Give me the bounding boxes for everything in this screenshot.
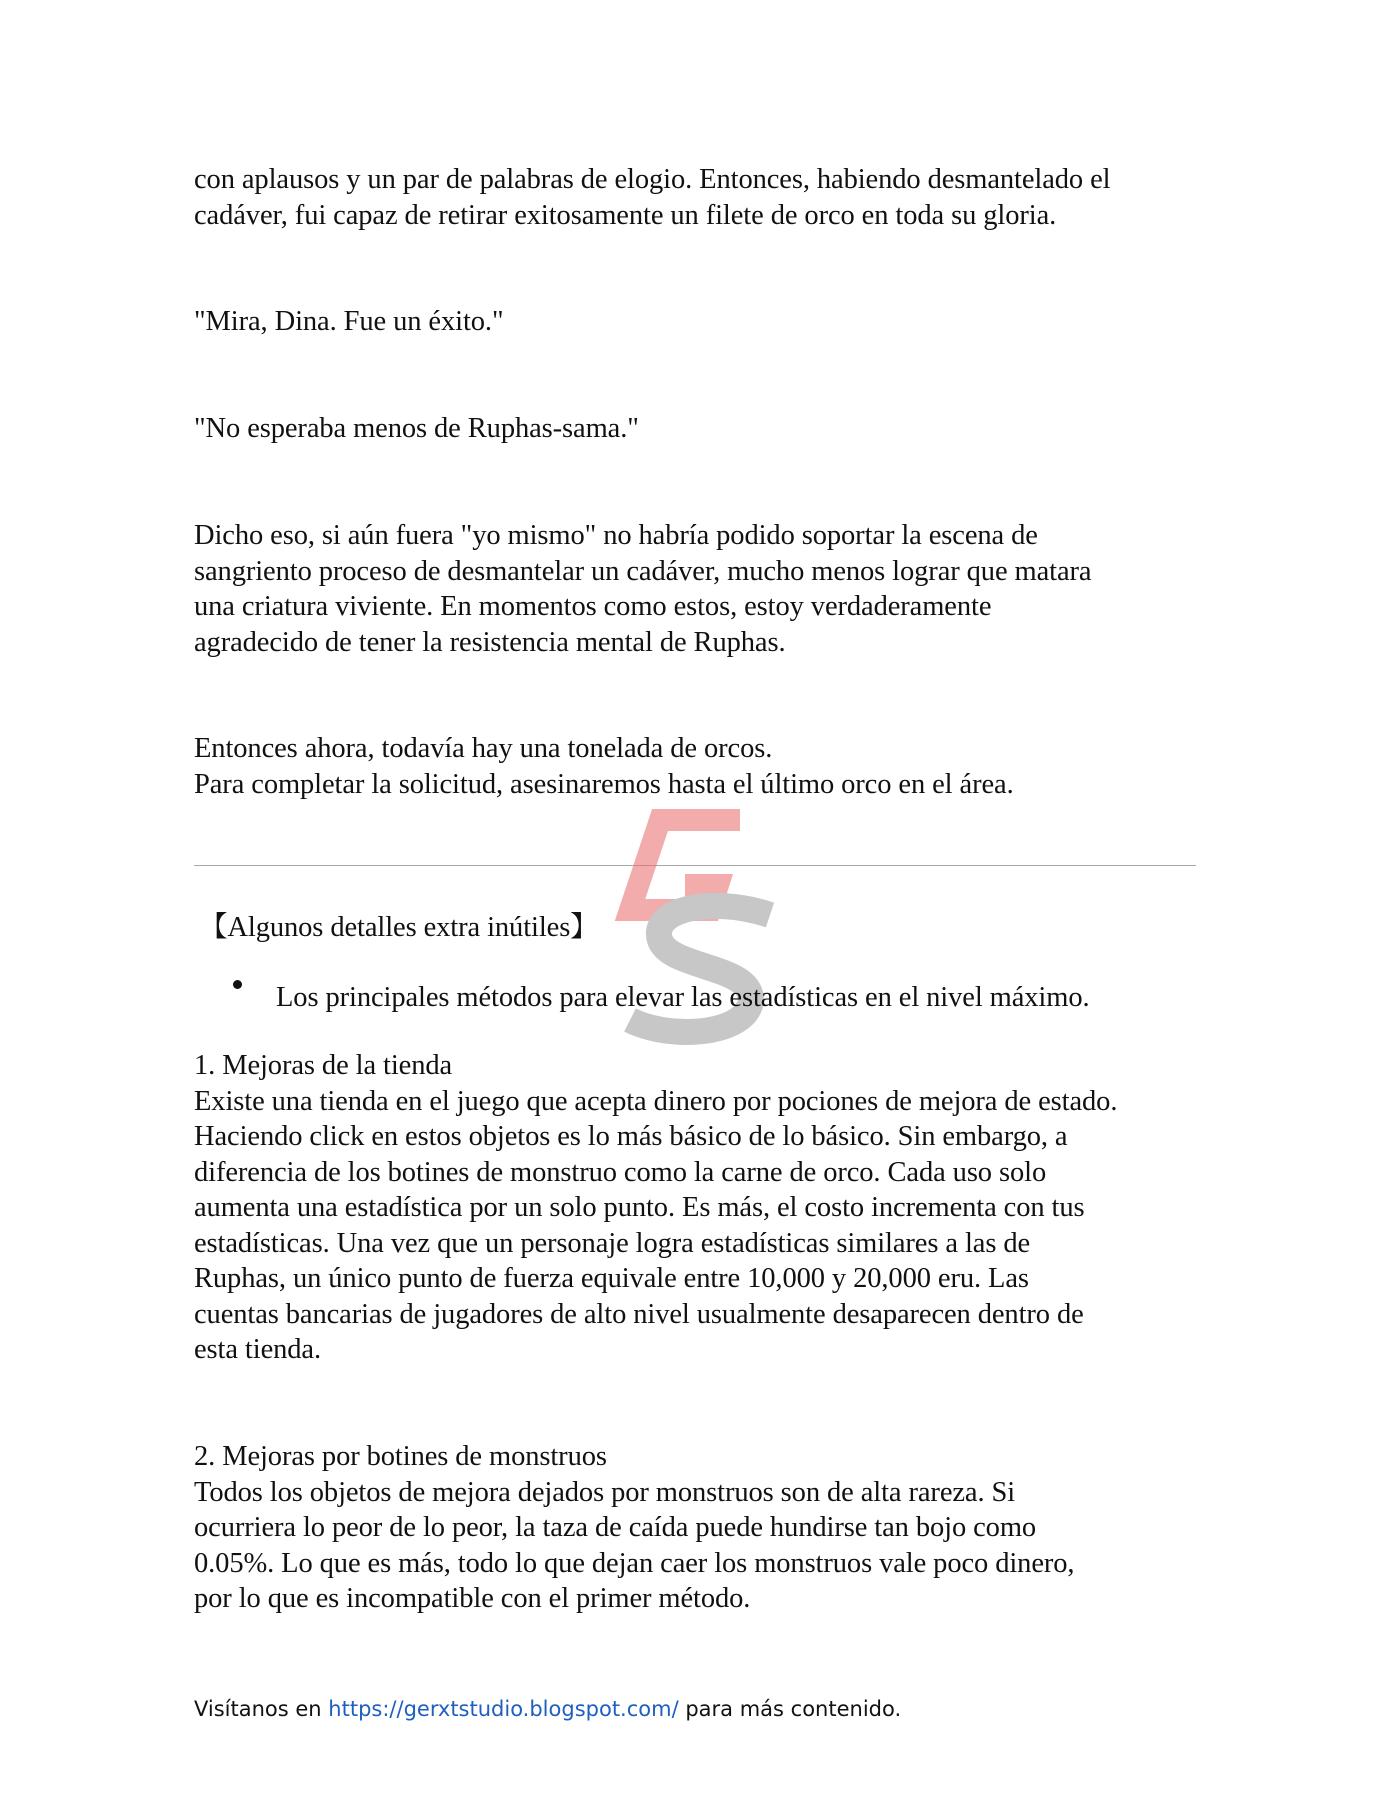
section-heading: 【Algunos detalles extra inútiles】 (199, 912, 599, 943)
text-line: estadísticas. Una vez que un personaje logra estadísticas similares a las de (194, 1227, 1031, 1259)
text-line: cuentas bancarias de jugadores de alto nivel usualmente desaparecen dentro de (194, 1298, 1084, 1330)
section-title: 1. Mejoras de la tienda (194, 1050, 453, 1081)
footer-link[interactable]: https://gerxtstudio.blogspot.com/ (328, 1697, 679, 1721)
footer-suffix: para más contenido. (678, 1697, 902, 1721)
section-title: 2. Mejoras por botines de monstruos (194, 1441, 607, 1472)
text-line: Dicho eso, si aún fuera "yo mismo" no habría podido soportar la escena de (194, 520, 1038, 551)
text-line: "No esperaba menos de Ruphas-sama." (194, 413, 639, 444)
text-line: "Mira, Dina. Fue un éxito." (194, 306, 504, 337)
text-line: agradecido de tener la resistencia mental de Ruphas. (194, 626, 786, 658)
extra-section-2 (194, 1439, 1214, 1617)
paragraph-1 (194, 162, 1214, 233)
paragraph-4 (194, 518, 1214, 660)
bullet-dot-icon (233, 980, 242, 989)
text-line: por lo que es incompatible con el primer método. (194, 1583, 751, 1614)
text-line: aumenta una estadística por un solo punto. Es más, el costo incrementa con tus (194, 1192, 1085, 1223)
text-line: sangriento proceso de desmantelar un cadáver, mucho menos lograr que matara (194, 555, 1092, 587)
text-line: 0.05%. Lo que es más, todo lo que dejan caer los monstruos vale poco dinero, (194, 1547, 1075, 1579)
footer (194, 1695, 901, 1723)
text-line: Ruphas, un único punto de fuerza equivale entre 10,000 y 20,000 eru. Las (194, 1263, 1029, 1294)
text-line: ocurriera lo peor de lo peor, la taza de caída puede hundirse tan bojo como (194, 1512, 1037, 1543)
bullet-text: Los principales métodos para elevar las estadísticas en el nivel máximo. (276, 982, 1090, 1013)
text-line: una criatura viviente. En momentos como estos, estoy verdaderamente (194, 591, 992, 622)
paragraph-3 (194, 411, 1214, 447)
extra-heading (199, 910, 1219, 946)
text-line: esta tienda. (194, 1334, 321, 1365)
text-line: cadáver, fui capaz de retirar exitosamente un filete de orco en toda su gloria. (194, 199, 1057, 231)
text-line: diferencia de los botines de monstruo como la carne de orco. Cada uso solo (194, 1156, 1047, 1188)
text-line: con aplausos y un par de palabras de elogio. Entonces, habiendo desmantelado el (194, 164, 1111, 195)
text-line: Entonces ahora, todavía hay una tonelada de orcos. (194, 733, 773, 764)
text-line: Existe una tienda en el juego que acepta dinero por pociones de mejora de estado. (194, 1085, 1118, 1117)
bullet-item (276, 980, 1296, 1016)
text-line: Para completar la solicitud, asesinaremos hasta el último orco en el área. (194, 768, 1014, 800)
extra-section-1 (194, 1048, 1214, 1368)
footer-prefix: Visítanos en (194, 1697, 329, 1721)
text-line: Todos los objetos de mejora dejados por monstruos son de alta rareza. Si (194, 1476, 1016, 1508)
paragraph-2 (194, 304, 1214, 340)
text-line: Haciendo click en estos objetos es lo más básico de lo básico. Sin embargo, a (194, 1121, 1068, 1152)
